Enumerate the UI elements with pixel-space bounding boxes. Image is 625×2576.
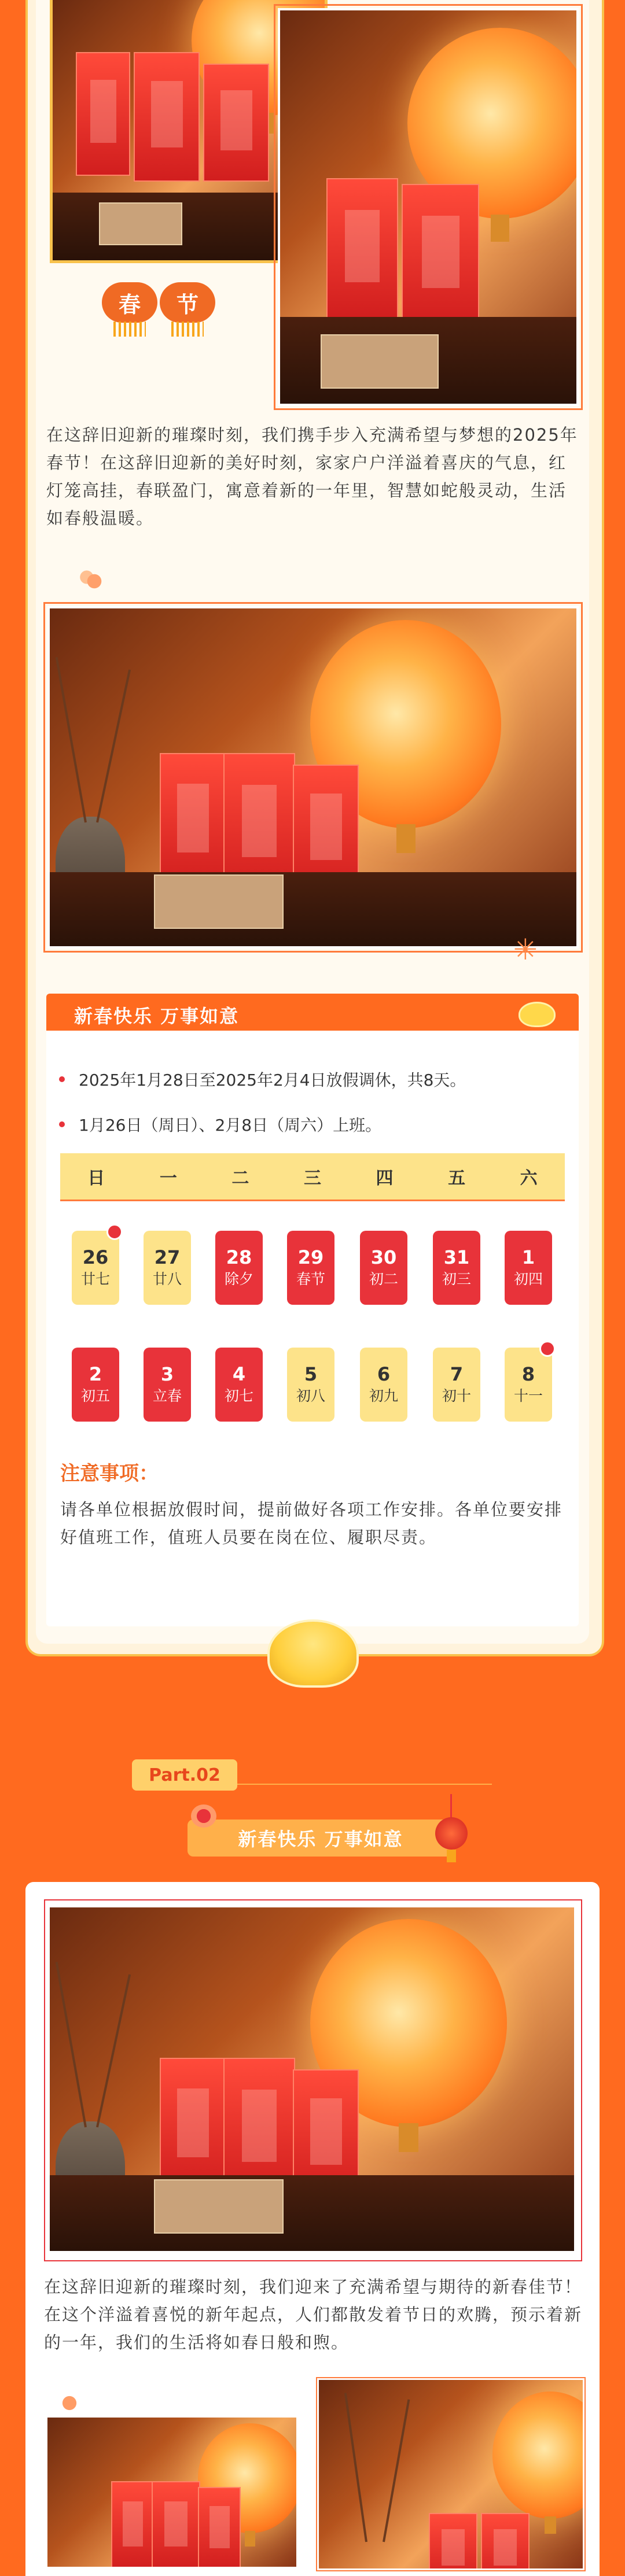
- day-number: 31: [443, 1246, 470, 1268]
- calendar-day: [433, 1348, 480, 1422]
- part2-banner-flower: [191, 1804, 216, 1828]
- calendar-day: [360, 1231, 407, 1305]
- lunar-label: 廿七: [80, 1271, 110, 1287]
- holiday-banner: [46, 994, 579, 1031]
- part2-small-photo-right: [317, 2378, 584, 2570]
- day-number: 7: [450, 1363, 464, 1385]
- lunar-label: 初七: [224, 1387, 253, 1404]
- lunar-label: 初五: [80, 1387, 110, 1404]
- lunar-label: 春节: [296, 1271, 325, 1287]
- calendar-day: [72, 1231, 119, 1305]
- calendar-day: [215, 1231, 263, 1305]
- day-number: 5: [304, 1363, 318, 1385]
- calendar-day: [360, 1348, 407, 1422]
- day-number: 4: [232, 1363, 246, 1385]
- weekday-wed: 三: [303, 1168, 321, 1189]
- char-tassel-1: [113, 322, 146, 337]
- day-number: 8: [521, 1363, 535, 1385]
- workday-marker: [106, 1224, 123, 1240]
- weekday-fri: 五: [448, 1168, 466, 1189]
- lunar-label: 十一: [513, 1387, 543, 1404]
- star-ornament: ✳: [513, 933, 538, 966]
- calendar-day: [505, 1348, 552, 1422]
- lantern-icon: [435, 1817, 468, 1858]
- day-number: 27: [154, 1246, 181, 1268]
- notice-text: 请各单位根据放假时间，提前做好各项工作安排。各单位要安排好值班工作，值班人员要在岗在位、履职尽责。: [60, 1500, 563, 1547]
- gold-ingot-icon: [519, 1002, 556, 1027]
- calendar-day: [287, 1231, 334, 1305]
- char-jie: 节: [176, 291, 198, 318]
- lunar-label: 初九: [369, 1387, 398, 1404]
- calendar-day: [287, 1348, 334, 1422]
- lunar-label: 初四: [513, 1271, 543, 1287]
- day-number: 29: [297, 1246, 324, 1268]
- middle-photo: [47, 606, 579, 949]
- char-chun: 春: [118, 291, 141, 318]
- weekday-sat: 六: [520, 1168, 538, 1189]
- day-number: 3: [160, 1363, 174, 1385]
- calendar-header: [60, 1153, 565, 1201]
- weekday-tue: 二: [231, 1168, 249, 1189]
- part2-main-photo: [50, 1907, 574, 2251]
- weekday-sun: 日: [87, 1168, 105, 1189]
- calendar-day: [433, 1231, 480, 1305]
- lunar-label: 初八: [296, 1387, 325, 1404]
- lunar-label: 初十: [442, 1387, 471, 1404]
- char-badge-2: [160, 282, 215, 323]
- calendar-day: [144, 1231, 191, 1305]
- part2-paragraph: 在这辞旧迎新的璀璨时刻，我们迎来了充满希望与期待的新春佳节！在这个洋溢着喜悦的新年起点，人们都散发着节日的欢腾，预示着新的一年，我们的生活将如春日般和煦。: [44, 2277, 583, 2352]
- notice-title: 注意事项：: [60, 1462, 159, 1485]
- part2-small-photo-left: [47, 2418, 296, 2567]
- holiday-item-1: 2025年1月28日至2025年2月4日放假调休，共8天。: [79, 1071, 466, 1090]
- day-number: 1: [521, 1246, 535, 1268]
- calendar-day: [215, 1348, 263, 1422]
- lunar-label: 除夕: [224, 1271, 253, 1287]
- workday-marker: [539, 1341, 556, 1357]
- flower-ornament: [75, 561, 113, 601]
- calendar-day: [144, 1348, 191, 1422]
- lunar-label: 初二: [369, 1271, 398, 1287]
- part2-banner: [188, 1820, 454, 1857]
- bullet-1: [59, 1076, 65, 1082]
- section1-paragraph: 在这辞旧迎新的璀璨时刻，我们携手步入充满希望与梦想的2025年春节！在这辞旧迎新的美好时刻，家家户户洋溢着喜庆的气息，红灯笼高挂，春联盈门，寓意着新的一年里，智慧如蛇般灵动，生活如春般温暖。: [46, 425, 578, 528]
- char-badge-1: [102, 282, 157, 323]
- calendar-day: [72, 1348, 119, 1422]
- day-number: 30: [370, 1246, 397, 1268]
- flower-ornament-bottom: [51, 2383, 88, 2423]
- holiday-item-2: 1月26日（周日）、2月8日（周六）上班。: [79, 1116, 382, 1135]
- top-right-photo: [278, 8, 579, 406]
- part2-banner-title: 新春快乐 万事如意: [238, 1828, 403, 1850]
- day-number: 2: [89, 1363, 102, 1385]
- lunar-label: 初三: [442, 1271, 471, 1287]
- part2-tag-label: Part.02: [149, 1765, 220, 1785]
- char-tassel-2: [171, 322, 204, 337]
- weekday-mon: 一: [159, 1168, 177, 1189]
- bullet-2: [59, 1121, 65, 1127]
- gold-ingot-ornament: [267, 1619, 359, 1688]
- day-number: 28: [226, 1246, 252, 1268]
- part2-tag: [132, 1759, 237, 1791]
- weekday-thu: 四: [376, 1168, 394, 1189]
- holiday-banner-title: 新春快乐 万事如意: [74, 1005, 240, 1027]
- calendar-day: [505, 1231, 552, 1305]
- lunar-label: 廿八: [152, 1271, 182, 1287]
- day-number: 6: [377, 1363, 391, 1385]
- day-number: 26: [82, 1246, 109, 1268]
- lunar-label: 立春: [152, 1387, 182, 1404]
